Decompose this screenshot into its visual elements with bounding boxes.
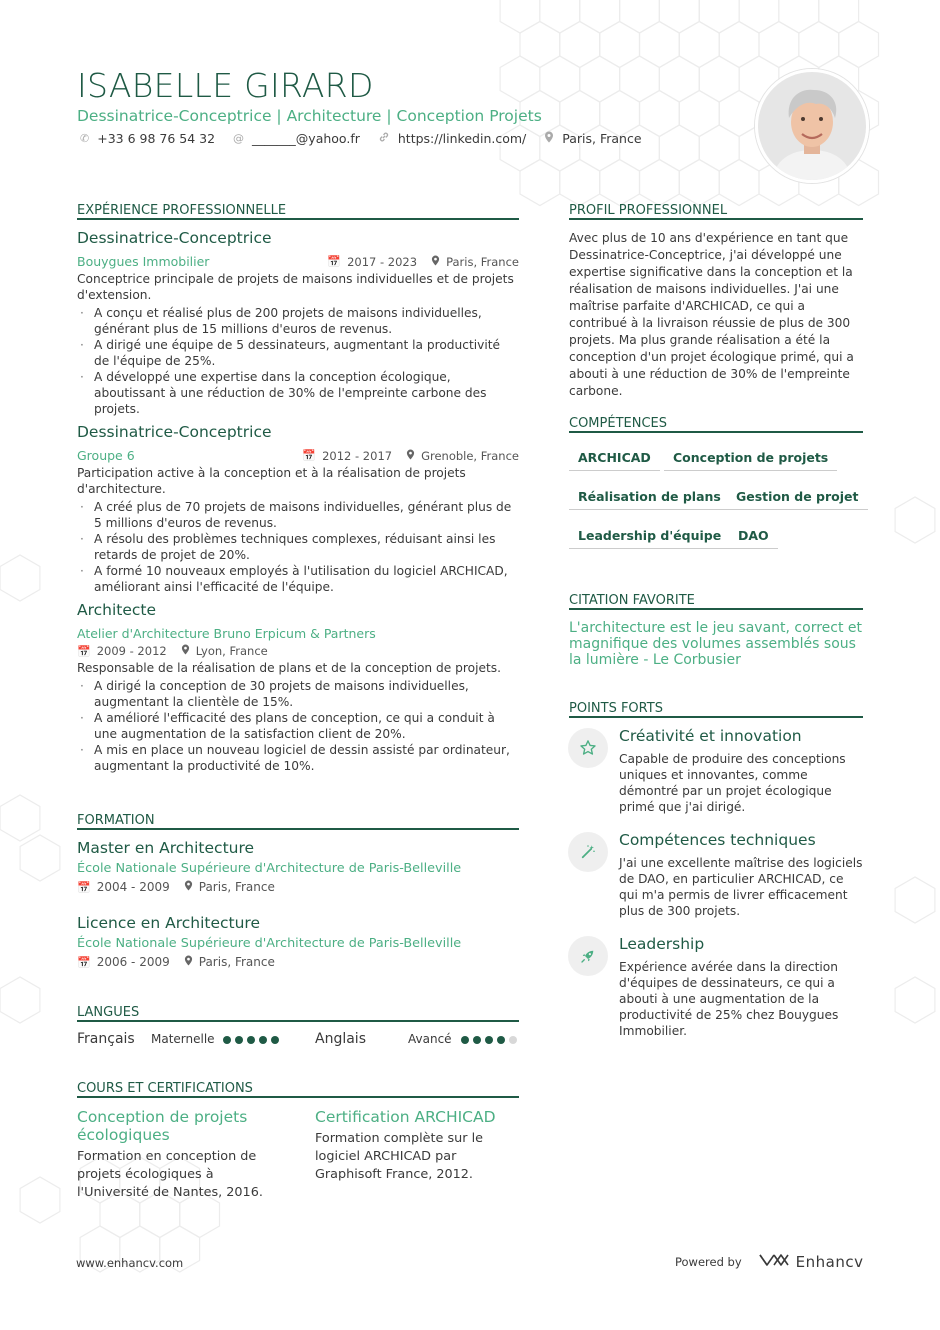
- contact-bar: [80, 131, 660, 146]
- rating-dot-filled: [271, 1036, 279, 1044]
- at-icon: @: [233, 132, 245, 145]
- language-name: Français: [77, 1031, 135, 1047]
- calendar-icon: 📅: [77, 644, 91, 658]
- contact-email[interactable]: @ _______@yahoo.fr: [233, 131, 360, 146]
- achievement-item: · A amélioré l'efficacité des plans de conception, ce qui a conduit à une augmentation de la satisfaction client de 20%.: [77, 710, 519, 742]
- education-dates: 2004 - 2009: [96, 880, 170, 894]
- education-item: [77, 914, 519, 969]
- footer-website-link[interactable]: www.enhancv.com: [76, 1256, 184, 1270]
- certification-title: Conception de projets écologiques: [77, 1108, 248, 1144]
- achievement-item: · A conçu et réalisé plus de 200 projets de maisons individuelles, générant plus de 15 millions d'euros de revenus.: [77, 305, 519, 337]
- achievement-item: · A développé une expertise dans la conception écologique, aboutissant à une réduction de 30% de l'empreinte carbone des projets.: [77, 369, 519, 417]
- contact-location: Paris, France: [544, 131, 641, 146]
- experience-item: [77, 423, 519, 595]
- phone-icon: ✆: [80, 132, 90, 145]
- location-pin-icon: [406, 449, 415, 463]
- rating-dot-filled: [259, 1036, 267, 1044]
- skill-tag: Réalisation de plans: [569, 489, 730, 510]
- location-pin-icon: [431, 255, 440, 269]
- achievement-list: [77, 305, 519, 417]
- language-level: Avancé: [408, 1032, 452, 1046]
- strength-item: [619, 831, 863, 919]
- company-name: Groupe 6: [77, 448, 135, 463]
- rating-dot-filled: [473, 1036, 481, 1044]
- contact-linkedin[interactable]: https://linkedin.com/: [378, 131, 526, 146]
- skill-tag: Conception de projets: [664, 450, 837, 471]
- strength-title: Compétences techniques: [619, 831, 816, 849]
- job-dates: 2009 - 2012: [96, 644, 167, 658]
- link-icon: [378, 131, 390, 146]
- strength-description: Capable de produire des conceptions uniques et innovantes, comme démontré par un projet écologique primé que j'ai dirigé.: [619, 752, 846, 814]
- education-location: Paris, France: [198, 880, 275, 894]
- degree-title: Master en Architecture: [77, 839, 255, 857]
- languages-section-title: LANGUES: [77, 1005, 519, 1022]
- skills-section-title: COMPÉTENCES: [569, 416, 863, 433]
- job-location: Lyon, France: [195, 644, 268, 658]
- school-name: École Nationale Supérieure d'Architecture de Paris-Belleville: [77, 861, 462, 876]
- achievement-list: [77, 678, 519, 774]
- certification-description: Formation en conception de projets écologiques à l'Université de Nantes, 2016.: [77, 1149, 263, 1200]
- job-title: Dessinatrice-Conceptrice: [77, 229, 272, 247]
- candidate-name: ISABELLE GIRARD: [77, 66, 374, 105]
- strength-description: J'ai une excellente maîtrise des logiciels de DAO, en particulier ARCHICAD, ce qui m'a permis de livrer efficacement plus de 300 projets.: [619, 856, 863, 918]
- company-name: Bouygues Immobilier: [77, 254, 210, 269]
- rating-dot-filled: [497, 1036, 505, 1044]
- strength-title: Créativité et innovation: [619, 727, 802, 745]
- location-pin-icon: [181, 644, 190, 658]
- education-location: Paris, France: [198, 955, 275, 969]
- favorite-quote: L'architecture est le jeu savant, correct et magnifique des volumes assemblés sous la lumière - Le Corbusier: [569, 620, 863, 668]
- strength-item: [619, 935, 863, 1039]
- education-dates: 2006 - 2009: [96, 955, 170, 969]
- strengths-section-title: POINTS FORTS: [569, 701, 863, 718]
- achievement-item: · A formé 10 nouveaux employés à l'utilisation du logiciel ARCHICAD, améliorant ainsi l'efficacité de l'équipe.: [77, 563, 519, 595]
- job-title: Architecte: [77, 601, 157, 619]
- job-dates: 2012 - 2017: [322, 448, 393, 463]
- experience-item: [77, 601, 519, 774]
- rating-dot-empty: [509, 1036, 517, 1044]
- location-pin-icon: [184, 880, 193, 894]
- rating-dot-filled: [485, 1036, 493, 1044]
- certifications-section-title: COURS ET CERTIFICATIONS: [77, 1081, 519, 1098]
- job-description: Conceptrice principale de projets de maisons individuelles et de projets d'extension.: [77, 272, 514, 302]
- calendar-icon: 📅: [77, 880, 91, 894]
- job-description: Participation active à la conception et à la réalisation de projets d'architecture.: [77, 466, 466, 496]
- achievement-item: · A créé plus de 70 projets de maisons individuelles, générant plus de 5 millions d'euros de revenus.: [77, 499, 519, 531]
- candidate-headline: Dessinatrice-Conceptrice | Architecture | Conception Projets: [77, 107, 542, 125]
- education-item: [77, 839, 519, 894]
- skill-tag: Leadership d'équipe: [569, 528, 730, 549]
- calendar-icon: 📅: [327, 255, 342, 268]
- skill-tag: Gestion de projet: [727, 489, 868, 510]
- enhancv-brand: Enhancv: [795, 1253, 864, 1271]
- contact-phone[interactable]: ✆ +33 6 98 76 54 32: [80, 131, 216, 146]
- achievement-list: [77, 499, 519, 595]
- certification-description: Formation complète sur le logiciel ARCHICAD par Graphisoft France, 2012.: [315, 1131, 484, 1182]
- achievement-item: · A dirigé une équipe de 5 dessinateurs, augmentant la productivité de l'équipe de 25%.: [77, 337, 519, 369]
- certification-title: Certification ARCHICAD: [315, 1108, 496, 1126]
- calendar-icon: 📅: [77, 955, 91, 969]
- degree-title: Licence en Architecture: [77, 914, 260, 932]
- powered-by-label: Powered by: [675, 1255, 742, 1269]
- language-rating: [223, 1036, 283, 1044]
- strength-description: Expérience avérée dans la direction d'équipes de dessinateurs, ce qui a abouti à une augmentation de la productivité de 25% chez Bouygues Immobilier.: [619, 960, 839, 1038]
- language-rating: [461, 1036, 521, 1044]
- company-name: Atelier d'Architecture Bruno Erpicum & Partners: [77, 626, 376, 641]
- job-title: Dessinatrice-Conceptrice: [77, 423, 272, 441]
- school-name: École Nationale Supérieure d'Architecture de Paris-Belleville: [77, 936, 462, 951]
- job-dates: 2017 - 2023: [347, 254, 418, 269]
- location-pin-icon: [184, 955, 193, 969]
- achievement-item: · A dirigé la conception de 30 projets de maisons individuelles, augmentant la clientèle de 15%.: [77, 678, 519, 710]
- star-icon: [568, 728, 608, 768]
- certification-item: [315, 1108, 520, 1184]
- rating-dot-filled: [223, 1036, 231, 1044]
- magic-wand-icon: [568, 832, 608, 872]
- profile-summary: Avec plus de 10 ans d'expérience en tant que Dessinatrice-Conceptrice, j'ai développé une expertise significative dans la conception et la réalisation de maisons individuelles. J'ai une maîtrise parfaite d'ARCHICAD, ce qui a contribué à la livraison réussie de plus de 300 projets. Ma plus grande réalisation a été la conception d'un projet écologique primé, qui a abouti à une réduction de 30% de l'empreinte carbone.: [569, 231, 854, 398]
- experience-section-title: EXPÉRIENCE PROFESSIONNELLE: [77, 203, 519, 220]
- rating-dot-filled: [461, 1036, 469, 1044]
- experience-item: [77, 229, 519, 417]
- education-section-title: FORMATION: [77, 813, 519, 830]
- rating-dot-filled: [235, 1036, 243, 1044]
- language-level: Maternelle: [151, 1032, 215, 1046]
- strength-item: [619, 727, 863, 815]
- rocket-icon: [568, 936, 608, 976]
- powered-by: [675, 1252, 863, 1272]
- skill-tag: ARCHICAD: [569, 450, 660, 471]
- calendar-icon: 📅: [302, 449, 317, 462]
- quote-section-title: CITATION FAVORITE: [569, 593, 863, 610]
- profile-photo: [755, 69, 869, 183]
- job-location: Grenoble, France: [421, 448, 519, 463]
- location-pin-icon: [544, 131, 554, 146]
- profile-section-title: PROFIL PROFESSIONNEL: [569, 203, 863, 220]
- achievement-item: · A résolu des problèmes techniques complexes, réduisant ainsi les retards de projet de 20%.: [77, 531, 519, 563]
- job-location: Paris, France: [446, 254, 519, 269]
- language-name: Anglais: [315, 1031, 366, 1047]
- enhancv-logo-icon: [758, 1252, 790, 1272]
- rating-dot-filled: [247, 1036, 255, 1044]
- job-description: Responsable de la réalisation de plans et de la conception de projets.: [77, 661, 501, 675]
- strength-title: Leadership: [619, 935, 705, 953]
- skill-tag: DAO: [729, 528, 778, 549]
- achievement-item: · A mis en place un nouveau logiciel de dessin assisté par ordinateur, augmentant la productivité de 10%.: [77, 742, 519, 774]
- certification-item: [77, 1108, 277, 1202]
